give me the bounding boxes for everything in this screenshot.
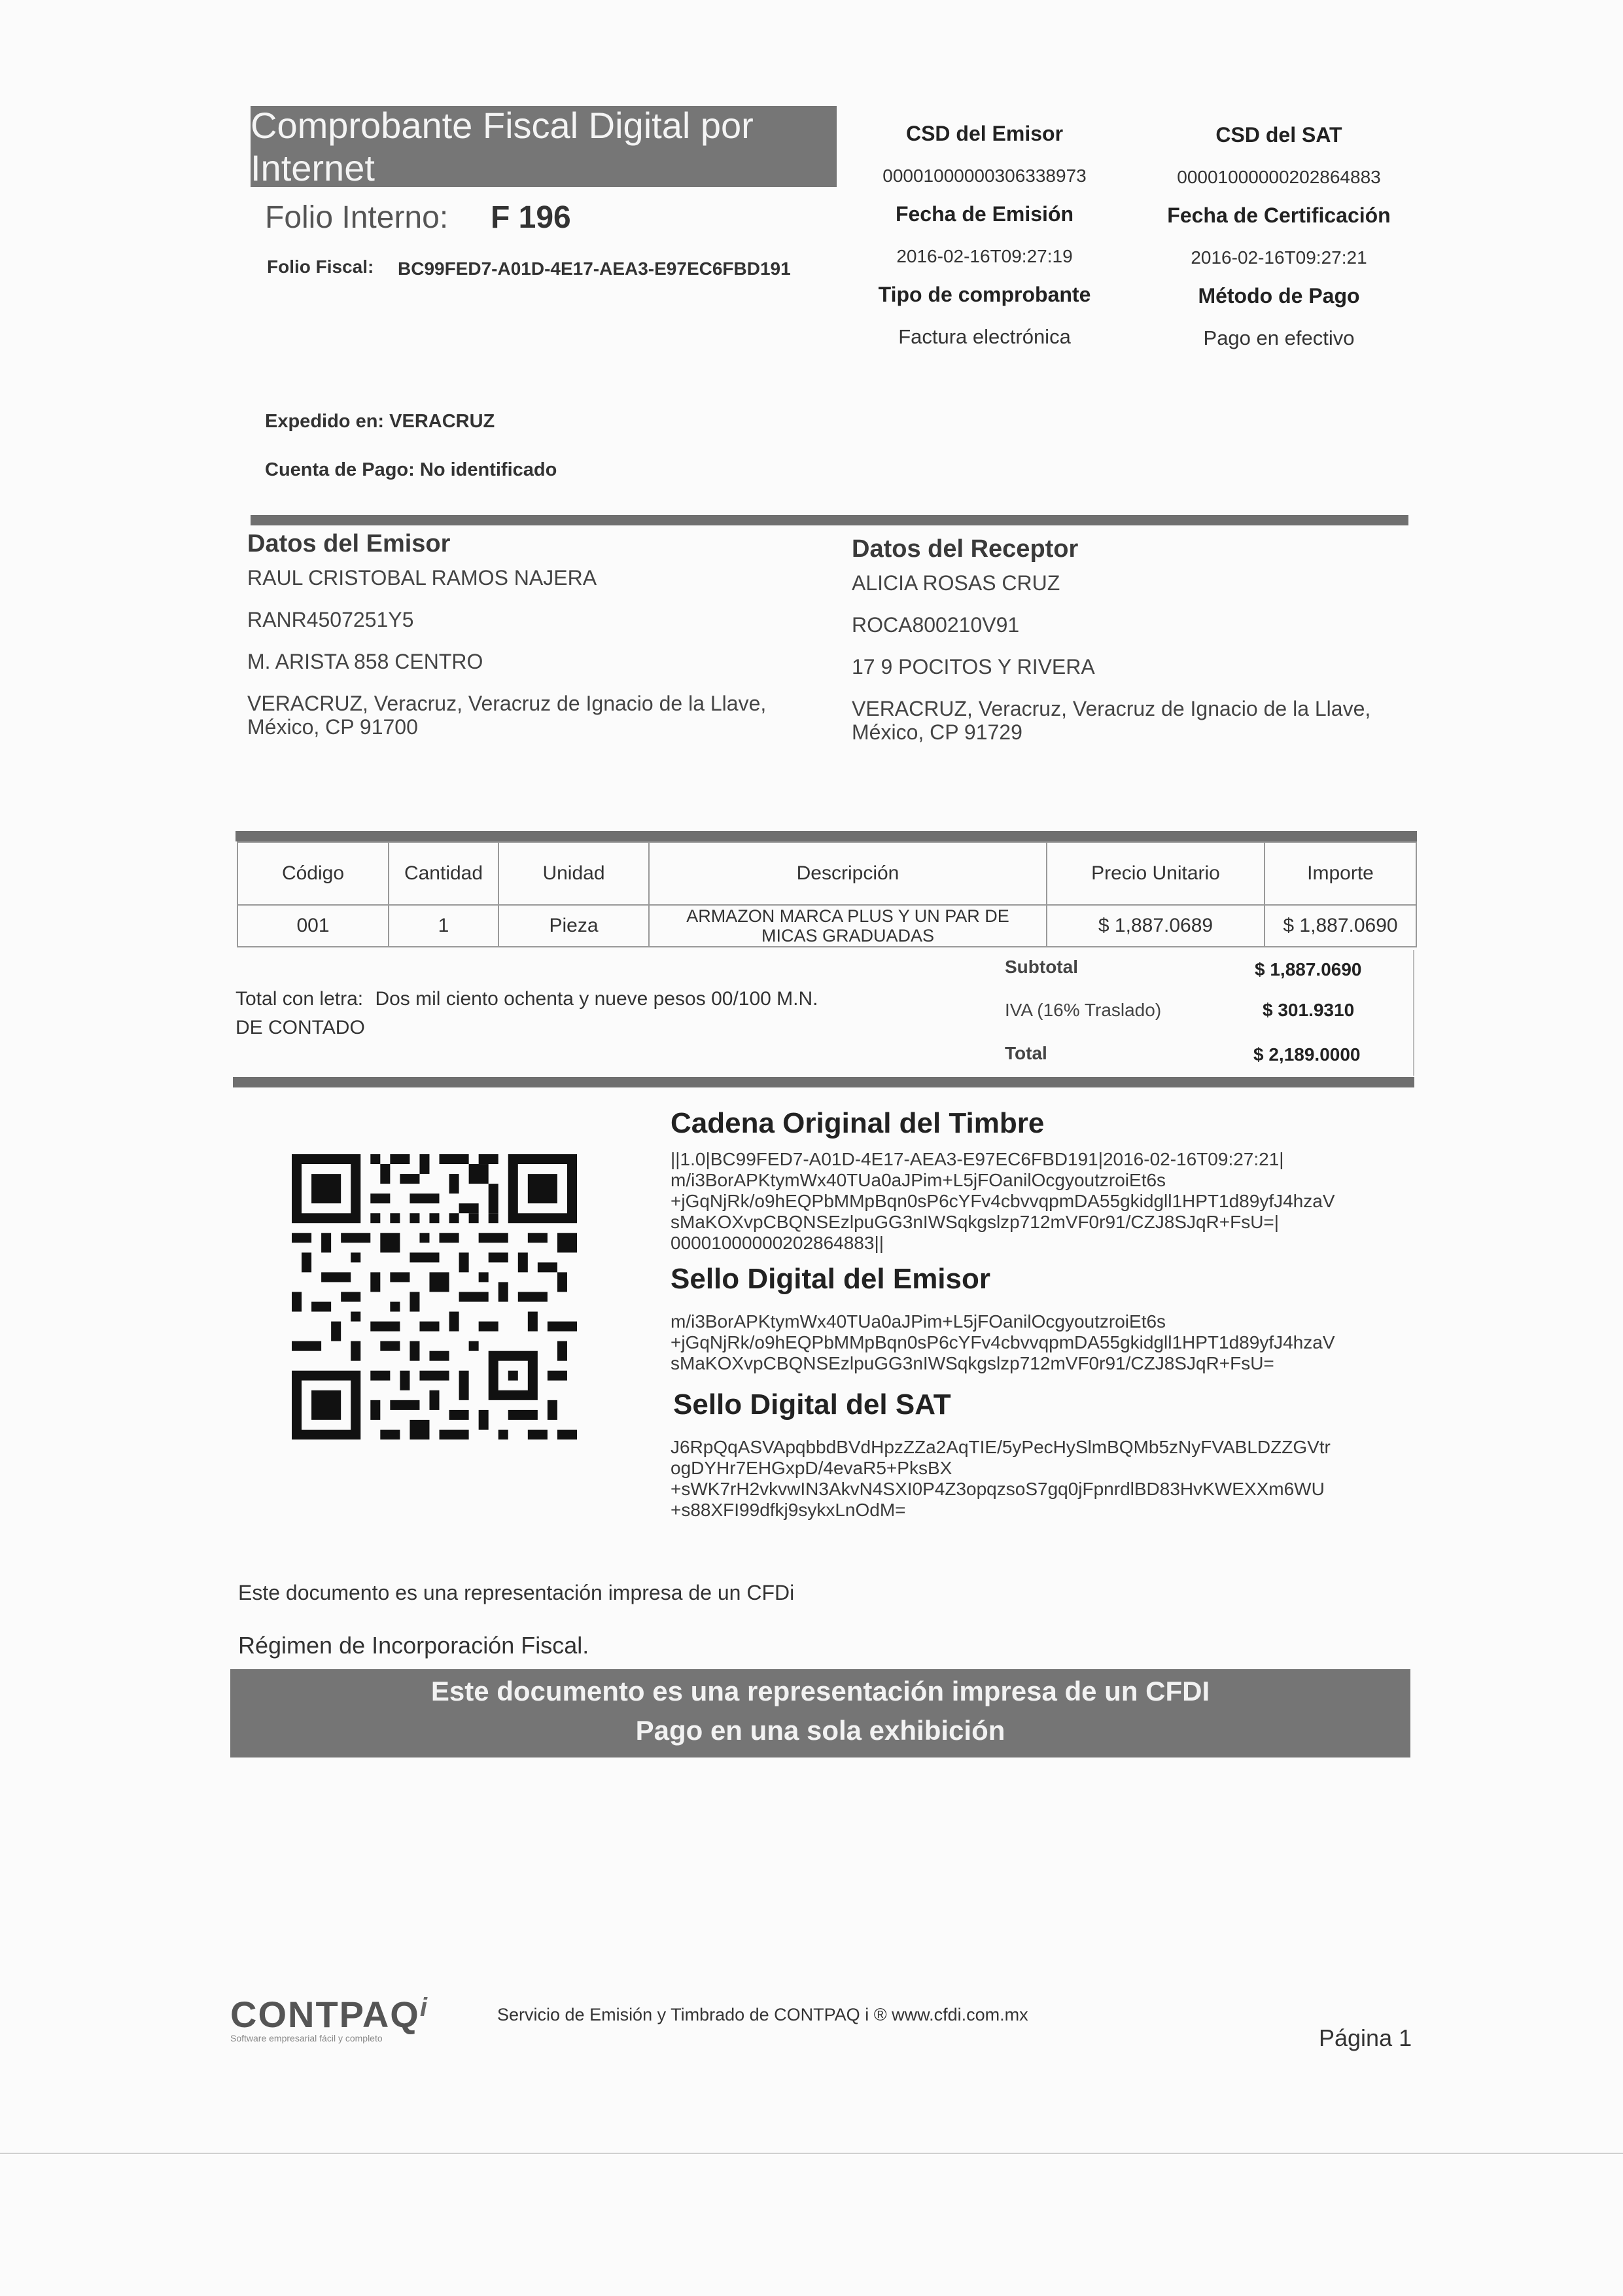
csd-emisor-value: 00001000000306338973 [882,166,1087,186]
folio-fiscal-label: Folio Fiscal: [267,256,374,277]
representacion-note: Este documento es una representación impresa de un CFDi [238,1581,795,1604]
csd-sat-label: CSD del SAT [1215,123,1342,147]
emisor-street: M. ARISTA 858 CENTRO [247,650,483,673]
cuenta-pago [265,459,557,481]
service-text: Servicio de Emisión y Timbrado de CONTPAQ i ® www.cfdi.com.mx [497,2005,1028,2024]
expedido-label: Expedido en: [265,411,385,432]
sello-emisor-line: sMaKOXvpCBQNSEzlpuGG3nIWSqkgslzp712mVF0r91/CZJ8SJqR+FsU= [671,1353,1274,1373]
total-value: $ 2,189.0000 [1253,1044,1361,1065]
cadena-line: m/i3BorAPKtymWx40TUa0aJPim+L5jFOanilOcgyoutzroiEt6s [671,1170,1166,1190]
cadena-title: Cadena Original del Timbre [671,1107,1045,1139]
csd-emisor-label: CSD del Emisor [905,122,1064,145]
section-divider [251,515,1408,525]
page-number: Página 1 [1319,2024,1412,2051]
receptor-street: 17 9 POCITOS Y RIVERA [852,655,1095,679]
table-row [237,905,1416,947]
descripcion-line-2: MICAS GRADUADAS [761,926,935,945]
emisor-name: RAUL CRISTOBAL RAMOS NAJERA [247,566,597,590]
page-edge-line [0,2153,1623,2154]
cuenta-label-text: Cuenta de Pago: [265,459,415,480]
emisor-city: VERACRUZ, Veracruz, Veracruz de Ignacio de la Llave, [247,692,767,715]
folio-interno-value: F 196 [491,200,571,235]
emisor-block [247,530,836,739]
sello-emisor-title: Sello Digital del Emisor [671,1263,991,1295]
csd-emisor-block [850,122,1119,349]
sello-sat-line: +sWK7rH2vkvwIN3AkvN4SXI0P4Z3opqzsoS7gq0jFpnrdlBD83HvKWEXXm6WU [671,1479,1325,1499]
items-table [237,841,1417,947]
cadena-line: +jGqNjRk/o9hEQPbMMpBqn0sP6cYFv4cbvvqpmDA55gkidgll1HPT1d89yfJ4hzaV [671,1191,1335,1211]
total-label: Total [1005,1043,1047,1063]
sello-emisor-line: m/i3BorAPKtymWx40TUa0aJPim+L5jFOanilOcgyoutzroiEt6s [671,1311,1166,1332]
fecha-cert-label: Fecha de Certificación [1167,203,1391,227]
metodo-label: Método de Pago [1198,284,1360,308]
emisor-rfc: RANR4507251Y5 [247,608,414,631]
emisor-country: México, CP 91700 [247,715,418,739]
col-unidad: Unidad [498,842,649,905]
col-importe: Importe [1265,842,1416,905]
cadena-text [671,1149,1410,1254]
col-descripcion: Descripción [649,842,1047,905]
table-top-bar [236,831,1417,841]
csd-sat-value: 00001000000202864883 [1177,167,1381,187]
receptor-name: ALICIA ROSAS CRUZ [852,571,1060,595]
cell-cantidad: 1 [389,905,498,947]
emisor-title: Datos del Emisor [247,530,451,557]
iva-value: $ 301.9310 [1263,1000,1355,1020]
receptor-rfc: ROCA800210V91 [852,613,1020,637]
tipo-value: Factura electrónica [898,325,1071,348]
csd-sat-block [1145,123,1413,350]
banner-line-1: Este documento es una representación impresa de un CFDI [430,1676,1210,1706]
receptor-title: Datos del Receptor [852,535,1079,563]
total-letra-value: Dos mil ciento ochenta y nueve pesos 00/100 M.N. [375,988,818,1010]
subtotal-value: $ 1,887.0690 [1255,959,1362,980]
iva-label: IVA (16% Traslado) [1005,1000,1162,1020]
table-bottom-bar [233,1077,1414,1087]
regimen-note: Régimen de Incorporación Fiscal. [238,1632,589,1659]
sello-sat-line: J6RpQqASVApqbbdBVdHpzZZa2AqTIE/5yPecHySlmBQMb5zNyFVABLDZZGVtr [671,1437,1331,1457]
totals-box [1003,950,1414,1076]
expedido-en [265,411,495,433]
col-precio: Precio Unitario [1047,842,1265,905]
fecha-cert-value: 2016-02-16T09:27:21 [1191,247,1367,268]
receptor-block [852,535,1414,744]
sello-emisor-text [671,1311,1410,1374]
cell-unidad: Pieza [498,905,649,947]
qr-code [292,1154,577,1439]
col-codigo: Código [237,842,389,905]
fecha-emision-label: Fecha de Emisión [895,202,1074,226]
cell-precio: $ 1,887.0689 [1047,905,1265,947]
table-header-row [237,842,1416,905]
banner-line-2: Pago en una sola exhibición [635,1715,1005,1746]
contado-text: DE CONTADO [236,1017,365,1038]
sello-sat-line: +s88XFI99dfkj9sykxLnOdM= [671,1500,906,1520]
cadena-line: 00001000000202864883|| [671,1233,884,1253]
cuenta-value: No identificado [419,459,557,480]
receptor-city: VERACRUZ, Veracruz, Veracruz de Ignacio de la Llave, [852,697,1371,720]
cell-importe: $ 1,887.0690 [1265,905,1416,947]
fecha-emision-value: 2016-02-16T09:27:19 [896,246,1073,266]
receptor-country: México, CP 91729 [852,720,1022,744]
col-cantidad: Cantidad [389,842,498,905]
folio-fiscal-value: BC99FED7-A01D-4E17-AEA3-E97EC6FBD191 [398,258,791,279]
metodo-value: Pago en efectivo [1203,327,1355,349]
descripcion-line-1: ARMAZON MARCA PLUS Y UN PAR DE [686,906,1009,926]
sello-emisor-line: +jGqNjRk/o9hEQPbMMpBqn0sP6cYFv4cbvvqpmDA55gkidgll1HPT1d89yfJ4hzaV [671,1332,1335,1352]
document-title: Comprobante Fiscal Digital por Internet [251,106,837,187]
total-letra [236,988,864,1010]
cfdi-banner [230,1669,1410,1757]
sello-sat-line: ogDYHr7EHGxpD/4evaR5+PksBX [671,1458,952,1478]
expedido-value: VERACRUZ [389,411,495,432]
contpaq-logo [230,1993,427,2043]
sello-sat-title: Sello Digital del SAT [673,1388,951,1421]
folio-interno-label: Folio Interno: [265,200,449,235]
stamp-section [671,1107,1410,1521]
logo-suffix: i [419,1993,427,2022]
logo-tagline: Software empresarial fácil y completo [230,2033,383,2043]
total-letra-label: Total con letra: [236,988,364,1010]
cell-codigo: 001 [237,905,389,947]
logo-text: CONTPAQ [230,1994,420,2035]
tipo-label: Tipo de comprobante [878,283,1091,306]
cadena-line: sMaKOXvpCBQNSEzlpuGG3nIWSqkgslzp712mVF0r91/CZJ8SJqR+FsU=| [671,1212,1280,1232]
sello-sat-text [671,1437,1410,1521]
cadena-line: ||1.0|BC99FED7-A01D-4E17-AEA3-E97EC6FBD191|2016-02-16T09:27:21| [671,1149,1284,1169]
cell-descripcion [649,905,1047,947]
subtotal-label: Subtotal [1005,957,1078,977]
